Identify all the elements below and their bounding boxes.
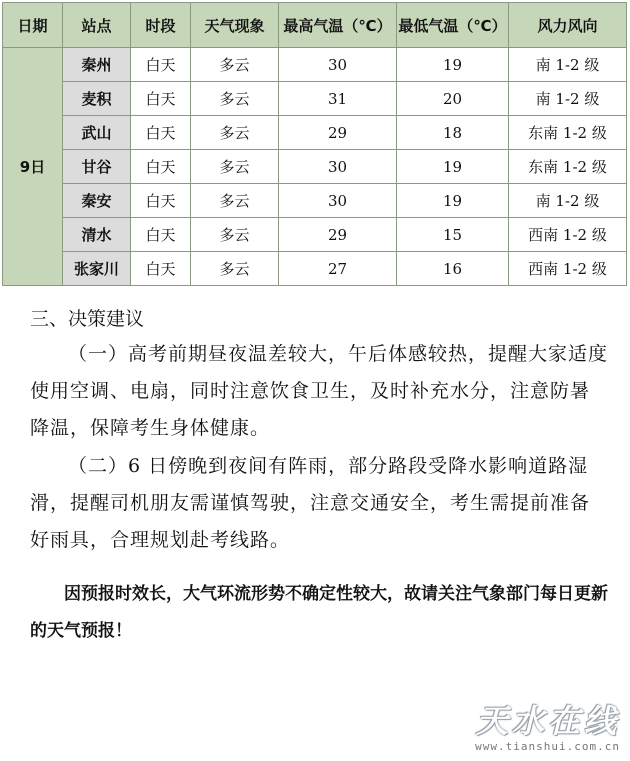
date-cell: 9日 <box>3 48 63 286</box>
weather-cell: 多云 <box>191 116 279 150</box>
table-row <box>3 150 627 184</box>
station-cell: 甘谷 <box>63 150 131 184</box>
low-temp-cell: 20 <box>397 82 509 116</box>
header-station: 站点 <box>63 3 131 48</box>
station-cell: 秦州 <box>63 48 131 82</box>
site-watermark <box>430 680 626 760</box>
weather-forecast-table <box>2 2 627 286</box>
header-period: 时段 <box>131 3 191 48</box>
table-row <box>3 48 627 82</box>
period-cell: 白天 <box>131 150 191 184</box>
weather-cell: 多云 <box>191 252 279 286</box>
forecast-notice: 因预报时效长，大气环流形势不确定性较大，故请关注气象部门每日更新的天气预报！ <box>30 584 608 641</box>
weather-cell: 多云 <box>191 48 279 82</box>
header-high-temp: 最高气温（℃） <box>279 3 397 48</box>
advice-paragraph-2: （二）6 日傍晚到夜间有阵雨，部分路段受降水影响道路湿滑，提醒司机朋友需谨慎驾驶，注意交通安全，考生需提前准备好雨具，合理规划赴考线路。 <box>30 455 591 551</box>
header-wind: 风力风向 <box>509 3 627 48</box>
wind-cell: 南 1-2 级 <box>509 48 627 82</box>
wind-cell: 南 1-2 级 <box>509 184 627 218</box>
high-temp-cell: 30 <box>279 48 397 82</box>
wind-cell: 南 1-2 级 <box>509 82 627 116</box>
high-temp-cell: 31 <box>279 82 397 116</box>
table-row <box>3 184 627 218</box>
table-row <box>3 116 627 150</box>
period-cell: 白天 <box>131 116 191 150</box>
low-temp-cell: 16 <box>397 252 509 286</box>
table-row <box>3 252 627 286</box>
wind-cell: 东南 1-2 级 <box>509 116 627 150</box>
table-header-row <box>3 3 627 48</box>
high-temp-cell: 30 <box>279 150 397 184</box>
watermark-logo-text: 天水在线 <box>475 702 620 740</box>
station-cell: 清水 <box>63 218 131 252</box>
header-weather: 天气现象 <box>191 3 279 48</box>
wind-cell: 东南 1-2 级 <box>509 150 627 184</box>
high-temp-cell: 30 <box>279 184 397 218</box>
period-cell: 白天 <box>131 184 191 218</box>
low-temp-cell: 19 <box>397 184 509 218</box>
weather-cell: 多云 <box>191 218 279 252</box>
low-temp-cell: 18 <box>397 116 509 150</box>
table-row <box>3 82 627 116</box>
period-cell: 白天 <box>131 82 191 116</box>
station-cell: 张家川 <box>63 252 131 286</box>
low-temp-cell: 19 <box>397 150 509 184</box>
low-temp-cell: 19 <box>397 48 509 82</box>
period-cell: 白天 <box>131 218 191 252</box>
watermark-url: www.tianshui.com.cn <box>475 740 620 753</box>
wind-cell: 西南 1-2 级 <box>509 252 627 286</box>
table-row <box>3 218 627 252</box>
high-temp-cell: 29 <box>279 218 397 252</box>
period-cell: 白天 <box>131 252 191 286</box>
advice-paragraph-1: （一）高考前期昼夜温差较大，午后体感较热，提醒大家适度使用空调、电扇，同时注意饮食卫生，及时补充水分，注意防暑降温，保障考生身体健康。 <box>30 343 609 439</box>
high-temp-cell: 29 <box>279 116 397 150</box>
weather-cell: 多云 <box>191 82 279 116</box>
header-low-temp: 最低气温（℃） <box>397 3 509 48</box>
period-cell: 白天 <box>131 48 191 82</box>
station-cell: 麦积 <box>63 82 131 116</box>
high-temp-cell: 27 <box>279 252 397 286</box>
weather-cell: 多云 <box>191 184 279 218</box>
low-temp-cell: 15 <box>397 218 509 252</box>
header-date: 日期 <box>3 3 63 48</box>
weather-cell: 多云 <box>191 150 279 184</box>
section-title: 三、决策建议 <box>30 308 145 330</box>
station-cell: 秦安 <box>63 184 131 218</box>
wind-cell: 西南 1-2 级 <box>509 218 627 252</box>
station-cell: 武山 <box>63 116 131 150</box>
